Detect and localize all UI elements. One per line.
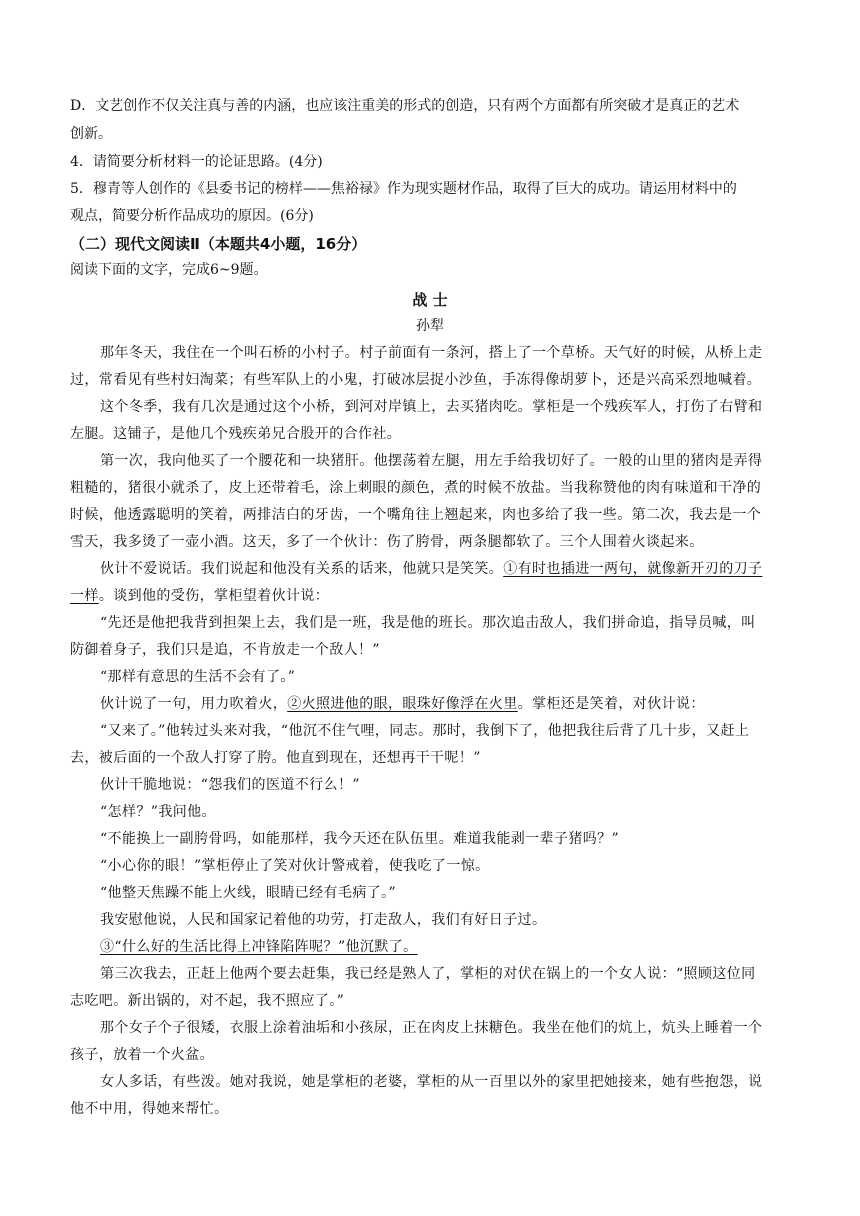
paragraph-line: 这个冬季，我有几次是通过这个小桥，到河对岸镇上，去买猪肉吃。掌柜是一个残疾军人，打伤了右臂和 (100, 399, 763, 415)
article-title: 战 士 (412, 291, 448, 309)
paragraph-line: “他整天焦躁不能上火线，眼睛已经有毛病了。” (100, 885, 397, 901)
underlined-sentence-2: ②火照进他的眼，眼珠好像浮在火里 (287, 696, 518, 712)
paragraph-line: “不能换上一副胯骨吗，如能那样，我今天还在队伍里。难道我能剥一辈子猪吗？” (100, 831, 620, 847)
paragraph-line: 孩子，放着一个火盆。 (70, 1047, 214, 1063)
paragraph-line: 防御着身子，我们只是追，不肯放走一个敌人！” (70, 642, 380, 658)
paragraph-line: 时候，他透露聪明的笑着，两排洁白的牙齿，一个嘴角往上翘起来，肉也多给了我一些。第二次，我去是一个 (70, 507, 762, 523)
plain-text: 伙计说了一句，用力吹着火， (100, 696, 288, 712)
paragraph-line (100, 935, 418, 959)
option-d-line-1: D．文艺创作不仅关注真与善的内涵，也应该注重美的形式的创造，只有两个方面都有所突破才是真正的艺术 (70, 98, 740, 114)
paragraph-line (100, 692, 705, 716)
article-author: 孙犁 (416, 318, 444, 334)
paragraph-line: 我安慰他说，人民和国家记着他的功劳，打走敌人，我们有好日子过。 (100, 912, 547, 928)
paragraph-line: 第三次我去，正赶上他两个要去赶集，我已经是熟人了，掌柜的对伏在锅上的一个女人说：“照顾这位同 (100, 966, 756, 982)
paragraph-line: 去，被后面的一个敌人打穿了胯。他直到现在，还想再干干呢！” (70, 750, 481, 766)
option-d-line-2: 创新。 (70, 126, 112, 142)
paragraph-line (70, 584, 329, 608)
underlined-sentence-1-end: 一样 (70, 588, 99, 604)
paragraph-line: 第一次，我向他买了一个腰花和一块猪肝。他摆荡着左腿，用左手给我切好了。一般的山里的猪肉是弄得 (100, 453, 763, 469)
plain-text: 。掌柜还是笑着，对伙计说： (517, 696, 705, 712)
paragraph-line: “小心你的眼！”掌柜停止了笑对伙计警戒着，使我吃了一惊。 (100, 858, 490, 874)
question-5-line-1: 5．穆青等人创作的《县委书记的榜样——焦裕禄》作为现实题材作品，取得了巨大的成功。请运用材料中的 (70, 181, 737, 197)
paragraph-line: 粗糙的，猪很小就杀了，皮上还带着毛，涂上刺眼的颜色，煮的时候不放盐。当我称赞他的肉有味道和干净的 (70, 480, 762, 496)
paragraph-line: 雪天，我多烫了一壶小酒。这天，多了一个伙计：伤了胯骨，两条腿都软了。三个人围着火谈起来。 (70, 534, 704, 550)
question-4: 4．请简要分析材料一的论证思路。(4分) (70, 154, 323, 170)
paragraph-line: “怎样？”我问他。 (100, 804, 216, 820)
paragraph-line: 伙计干脆地说：“怨我们的医道不行么！” (100, 777, 360, 793)
paragraph-line (100, 557, 762, 581)
underlined-sentence-3: ③“什么好的生活比得上冲锋陷阵呢？”他沉默了。 (100, 939, 418, 955)
paragraph-line: “那样有意思的生活不会有了。” (100, 669, 296, 685)
section-heading: （二）现代文阅读Ⅱ（本题共4小题，16分） (70, 235, 367, 253)
underlined-sentence-1: ①有时也插进一两句，就像新开刃的刀子 (503, 561, 763, 577)
plain-text: 。谈到他的受伤，掌柜望着伙计说： (98, 588, 330, 604)
paragraph-line: 女人多话，有些泼。她对我说，她是掌柜的老婆，掌柜的从一百里以外的家里把她接来，她有些抱怨，说 (100, 1074, 763, 1090)
plain-text: 伙计不爱说话。我们说起和他没有关系的话来，他就只是笑笑。 (100, 561, 504, 577)
paragraph-line: 那年冬天，我住在一个叫石桥的小村子。村子前面有一条河，搭上了一个草桥。天气好的时候，从桥上走 (100, 345, 763, 361)
section-instruction: 阅读下面的文字，完成6~9题。 (70, 262, 268, 278)
question-5-line-2: 观点，简要分析作品成功的原因。(6分) (70, 208, 314, 224)
paragraph-line: 他不中用，得她来帮忙。 (70, 1101, 229, 1117)
paragraph-line: 左腿。这铺子，是他几个残疾弟兄合股开的合作社。 (70, 426, 402, 442)
paragraph-line: 过，常看见有些村妇淘菜；有些军队上的小鬼，打破冰层捉小沙鱼，手冻得像胡萝卜，还是兴高采烈地喊着。 (70, 372, 762, 388)
paragraph-line: 那个女子个子很矮，衣服上涂着油垢和小孩尿，正在肉皮上抹糖色。我坐在他们的炕上，炕头上睡着一个 (100, 1020, 763, 1036)
paragraph-line: “先还是他把我背到担架上去，我们是一班，我是他的班长。那次追击敌人，我们拼命追，指导员喊，叫 (100, 615, 756, 631)
paragraph-line: “又来了。”他转过头来对我，“他沉不住气哩，同志。那时，我倒下了，他把我往后背了几十步，又赶上 (100, 723, 750, 739)
paragraph-line: 志吃吧。新出锅的，对不起，我不照应了。” (70, 993, 345, 1009)
